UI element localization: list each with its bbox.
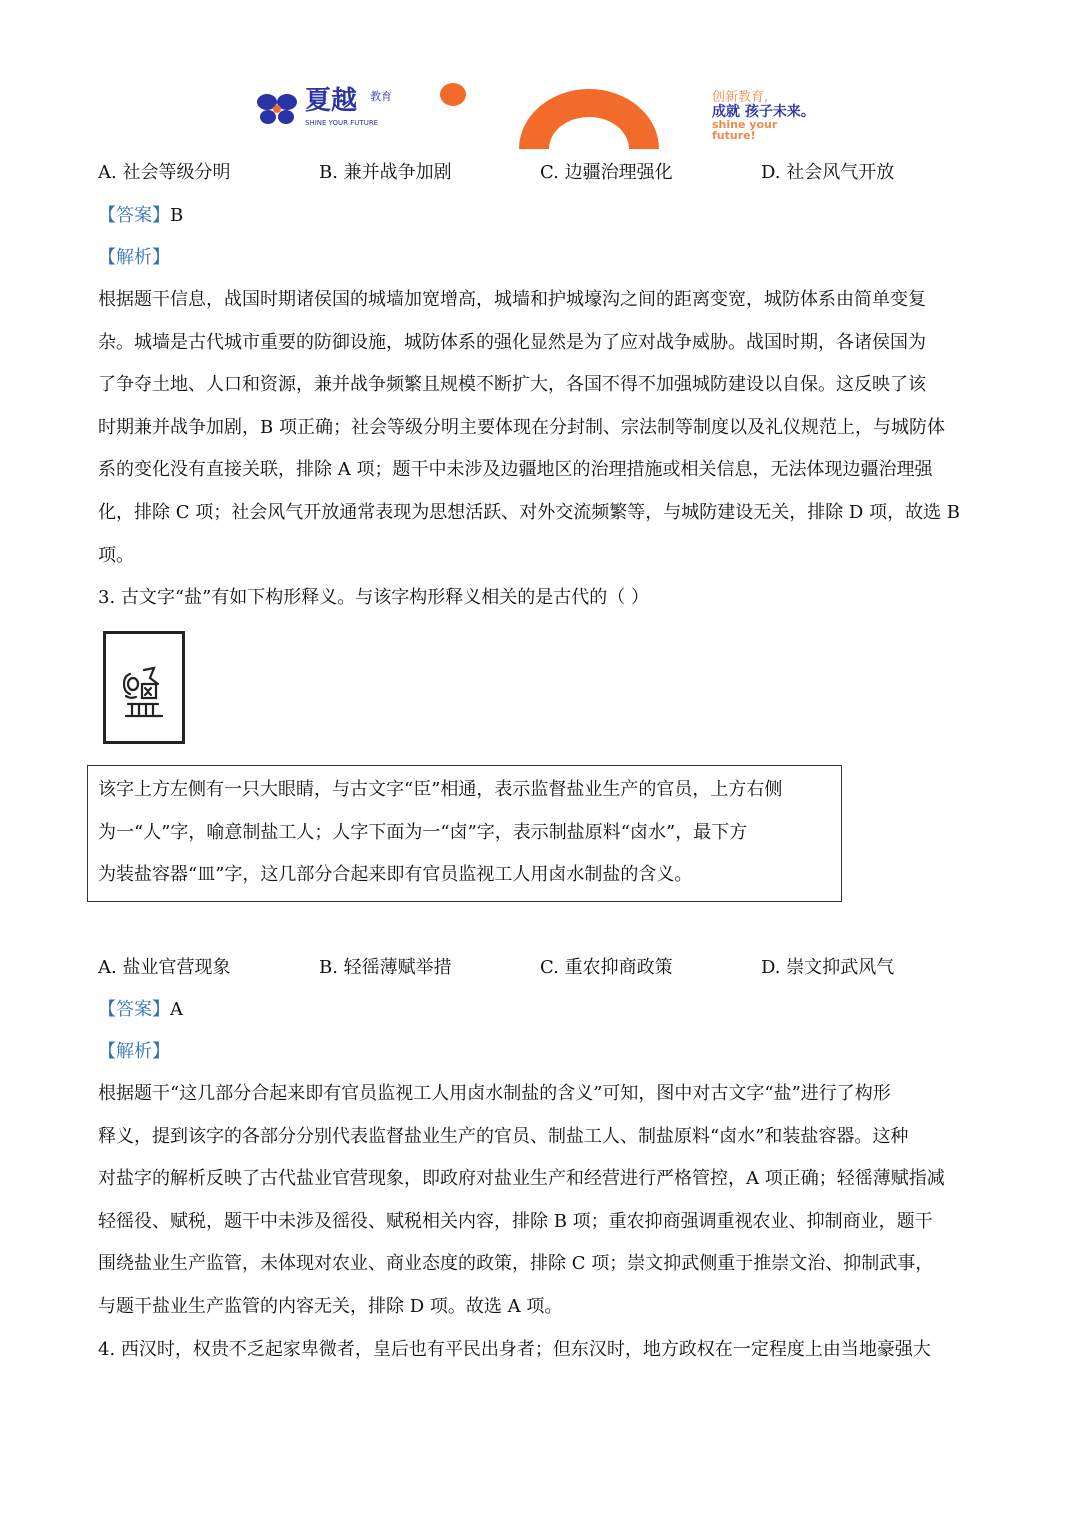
analysis-line: 释义，提到该字的各部分分别代表监督盐业生产的官员、制盐工人、制盐原料“卤水”和装盐容器。这种 xyxy=(98,1125,909,1147)
salt-seal-script-icon xyxy=(106,634,182,741)
q3-stem: 3. 古文字“盐”有如下构形释义。与该字构形释义相关的是古代的（ ） xyxy=(98,587,650,608)
explanation-line: 为一“人”字，喻意制盐工人；人字下面为一“卤”字，表示制盐原料“卤水”，最下方 xyxy=(98,821,748,843)
analysis-line: 化，排除 C 项；社会风气开放通常表现为思想活跃、对外交流频繁等，与城防建设无关，排除 D 项，故选 B xyxy=(98,501,961,523)
butterfly-logo-icon xyxy=(255,92,299,126)
answer-value: A xyxy=(170,999,183,1020)
q3-answer xyxy=(98,998,183,1022)
ancient-character-image xyxy=(103,631,185,744)
q2-option-c: C. 边疆治理强化 xyxy=(540,162,673,183)
slogan-en: shine your future! xyxy=(712,118,778,142)
q2-answer xyxy=(98,204,183,228)
q3-option-c: C. 重农抑商政策 xyxy=(540,957,673,978)
q2-analysis-tag: 【解析】 xyxy=(98,247,170,268)
slogan-top: 创新教育, xyxy=(712,90,769,105)
q3-option-a: A. 盐业官营现象 xyxy=(98,957,231,978)
analysis-line: 项。 xyxy=(98,544,134,566)
answer-tag: 【答案】 xyxy=(98,999,170,1020)
analysis-line: 时期兼并战争加剧，B 项正确；社会等级分明主要体现在分封制、宗法制等制度以及礼仪规范上，与城防体 xyxy=(98,416,945,438)
answer-tag: 【答案】 xyxy=(98,205,170,226)
q2-option-b: B. 兼并战争加剧 xyxy=(319,162,452,183)
q2-analysis xyxy=(98,288,988,586)
q3-analysis xyxy=(98,1082,988,1338)
slogan-main: 成就 孩子未来。 xyxy=(712,104,815,120)
analysis-line: 围绕盐业生产监管，未体现对农业、商业态度的政策，排除 C 项；崇文抑武侧重于推崇文治、抑制武事， xyxy=(98,1253,934,1275)
analysis-line: 杂。城墙是古代城市重要的防御设施，城防体系的强化显然是为了应对战争威胁。战国时期，各诸侯国为 xyxy=(98,331,926,353)
logo-edu: 教育 xyxy=(370,90,392,103)
q4-stem: 4. 西汉时，权贵不乏起家卑微者，皇后也有平民出身者；但东汉时，地方政权在一定程度上由当地豪强大 xyxy=(98,1339,931,1360)
explanation-line: 该字上方左侧有一只大眼睛，与古文字“臣”相通，表示监督盐业生产的官员，上方右侧 xyxy=(98,779,783,800)
explanation-line: 为装盐容器“皿”字，这几部分合起来即有官员监视工人用卤水制盐的含义。 xyxy=(98,864,693,886)
analysis-line: 根据题干“这几部分合起来即有官员监视工人用卤水制盐的含义”可知，图中对古文字“盐”进行了构形 xyxy=(98,1083,891,1104)
q3-option-b: B. 轻徭薄赋举措 xyxy=(319,957,452,978)
analysis-line: 与题干盐业生产监管的内容无关，排除 D 项。故选 A 项。 xyxy=(98,1295,563,1317)
logo-name: 夏越 xyxy=(305,86,358,116)
analysis-line: 对盐字的解析反映了古代盐业官营现象，即政府对盐业生产和经营进行严格管控，A 项正确；轻徭薄赋指减 xyxy=(98,1168,945,1190)
q3-analysis-tag: 【解析】 xyxy=(98,1041,170,1062)
q2-option-d: D. 社会风气开放 xyxy=(761,162,895,183)
analysis-line: 系的变化没有直接关联，排除 A 项；题干中未涉及边疆地区的治理措施或相关信息，无法体现边疆治理强 xyxy=(98,459,933,481)
q2-option-a: A. 社会等级分明 xyxy=(98,162,231,183)
analysis-line: 了争夺土地、人口和资源，兼并战争频繁且规模不断扩大，各国不得不加强城防建设以自保。这反映了该 xyxy=(98,374,926,396)
orange-dot-icon xyxy=(440,83,466,106)
logo-subtitle: SHINE YOUR FUTURE xyxy=(305,119,379,127)
answer-value: B xyxy=(170,205,184,226)
orange-arc-icon xyxy=(519,89,659,149)
q3-option-d: D. 崇文抑武风气 xyxy=(761,957,895,978)
analysis-line: 轻徭役、赋税，题干中未涉及徭役、赋税相关内容，排除 B 项；重农抑商强调重视农业、抑制商业，题干 xyxy=(98,1210,933,1232)
explanation-box xyxy=(87,765,842,902)
analysis-line: 根据题干信息，战国时期诸侯国的城墙加宽增高，城墙和护城壕沟之间的距离变宽，城防体系由简单变复 xyxy=(98,289,926,310)
